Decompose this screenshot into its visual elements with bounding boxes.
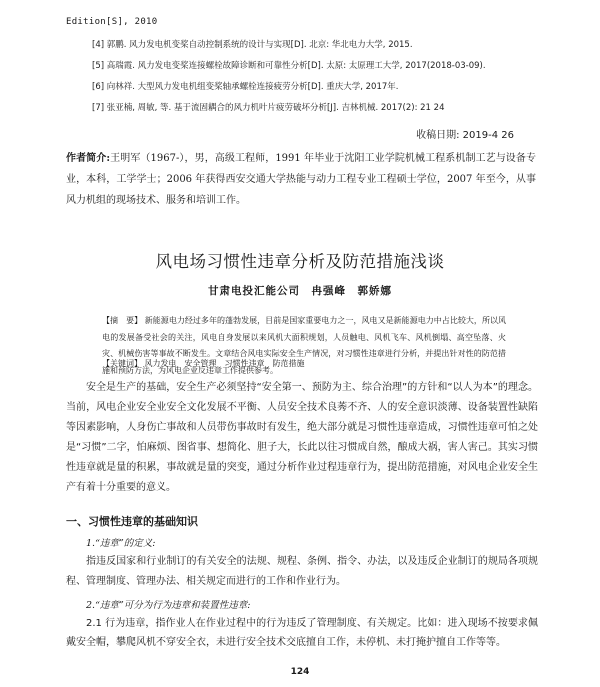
reference-item: [6] 向林祥. 大型风力发电机组变桨轴承螺栓连接疲劳分析[D]. 重庆大学, 2017年. (92, 82, 399, 92)
article-title: 风电场习惯性违章分析及防范措施浅谈 (155, 252, 445, 271)
author-intro-text: 王明军（1967-），男，高级工程师，1991 年毕业于沈阳工业学院机械工程系机制工艺与设备专业，本科，工学学士；2006 年获得西安交通大学热能与动力工程专业工程硕士学位，2007 年至今，从事风力机组的现场技术、服务和培训工作。 (66, 153, 536, 206)
keywords-label: 【关键词】 (102, 359, 142, 368)
author-intro (66, 148, 536, 211)
abstract-label: 【摘 要】 (102, 316, 143, 325)
reference-item: [5] 高瑞霞. 风力发电变桨连接螺栓故障诊断和可靠性分析[D]. 太原: 太原理工大学, 2017(2018-03-09). (92, 61, 486, 71)
reference-item: [4] 郭鹏. 风力发电机变桨自动控制系统的设计与实现[D]. 北京: 华北电力大学, 2015. (92, 40, 413, 50)
intro-paragraph: 安全是生产的基础，安全生产必须坚持“安全第一、预防为主、综合治理”的方针和“以人为本”的理念。当前，风电企业安全业安全文化发展不平衡、人员安全技术良莠不齐、人的安全意识淡薄、设备装置性缺陷等因素影响，人身伤亡事故和人员带伤事故时有发生，绝大部分就是习惯性违章造成，习惯性违章可怕之处是“习惯”二字，怕麻烦、图省事、想简化、胆子大，长此以往习惯成自然，酿成大祸，害人害己。其实习惯性违章就是量的积累，事故就是量的突变，通过分析作业过程违章行为，提出防范措施，对风电企业安全生产有着十分重要的意义。 (66, 382, 538, 493)
edition-fragment: Edition[S], 2010 (66, 17, 158, 27)
page-number: 124 (290, 667, 310, 677)
reference-item: [7] 张亚楠, 周敏, 等. 基于流固耦合的风力机叶片疲劳破坏分析[J]. 吉林机械. 2017(2): 21 24 (92, 103, 445, 113)
subsection-heading: 1.“违章”的定义: (86, 538, 156, 549)
subsection-paragraph: 2.1 行为违章，指作业人在作业过程中的行为违反了管理制度、有关规定。比如：进入现场不按要求佩戴安全帽，攀爬风机不穿安全衣，未进行安全技术交底擅自工作，未停机、未打掩护擅自工作等等。 (66, 618, 538, 648)
subsection-heading: 2.“违章”可分为行为违章和装置性违章: (86, 600, 251, 611)
abstract-text: 新能源电力经过多年的蓬勃发展，目前是国家重要电力之一，风电又是新能源电力中占比较大，所以风电的发展备受社会的关注，风电自身发展以来风机大面积规划，人员触电、风机飞车、风机倒塌、高空坠落、火灾、机械伤害等事故不断发生。文章结合风电实际安全生产情况，对习惯性违章进行分析，并提出针对性的防范措施和预防方法，为风电企业反违章工作提供参考。 (102, 316, 507, 375)
received-date: 收稿日期: 2019-4 26 (416, 130, 514, 141)
keywords-text: 风力发电 安全管理 习惯性违章 防范措施 (144, 359, 305, 368)
subsection-paragraph: 指违反国家和行业制订的有关安全的法规、规程、条例、指令、办法，以及违反企业制订的规局各项规程、管理制度、管理办法、相关规定而进行的工作和作业行为。 (66, 556, 538, 587)
abstract (102, 313, 506, 379)
keywords (102, 358, 305, 369)
author-intro-label: 作者简介: (66, 153, 111, 164)
article-authors: 甘肃电投汇能公司 冉强峰 郭娇娜 (208, 285, 392, 297)
section-heading: 一、习惯性违章的基础知识 (66, 515, 198, 528)
